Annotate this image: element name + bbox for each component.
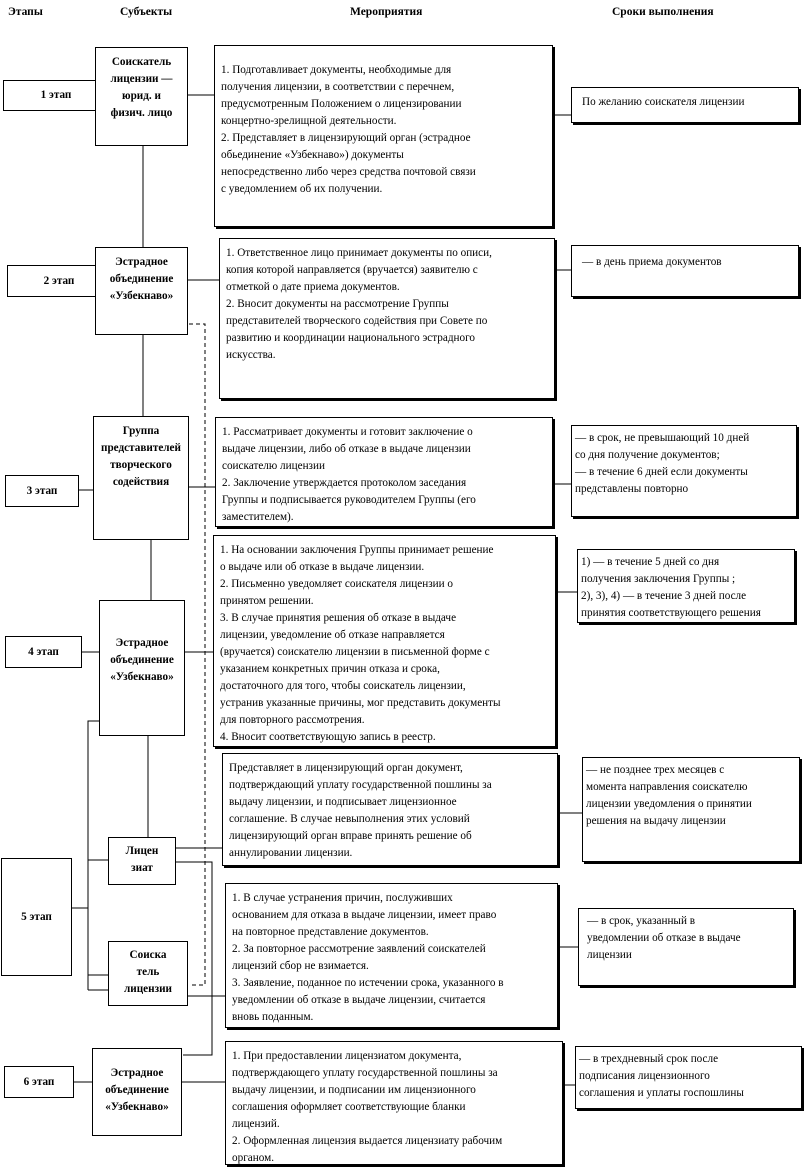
term-applicant-retry: — в срок, указанный в уведомлении об отказе в выдаче лицензии xyxy=(578,908,794,986)
header-subjects: Субъекты xyxy=(120,6,173,18)
term-stage-4: 1) — в течение 5 дней со дня получения заключения Группы ; 2), 3), 4) — в течение 3 дней после принятия соответствующего решения xyxy=(577,549,795,623)
term-stage-3: — в срок, не превышающий 10 дней со дня получение документов; — в течение 6 дней если документы представлены повторно xyxy=(571,425,797,517)
action-stage-1: 1. Подготавливает документы, необходимые для получения лицензии, в соответствии с перечнем, предусмотренным Положением о лицензировании концертно-зрелищной деятельности. 2. Представляет в лицензирующий орган (эстрадное обьединение «Узбекнаво») документы непосредственно либо через средства почтовой связи с уведомлением об их получении. xyxy=(214,45,553,227)
action-applicant-retry: 1. В случае устранения причин, послуживших основанием для отказа в выдаче лицензии, имеет право на повторное представление документов. 2. За повторное рассмотрение заявлений соискателей лицензий сбор не взимается. 3. Заявление, поданное по истечении срока, указанного в уведомлении об отказе в выдаче лицензии, считается вновь поданным. xyxy=(225,883,558,1028)
subject-uzbeknavo-4: Эстрадное объединение «Узбекнаво» xyxy=(99,600,185,736)
subject-uzbeknavo-6: Эстрадное объединение «Узбекнаво» xyxy=(92,1048,182,1136)
action-stage-4: 1. На основании заключения Группы принимает решение о выдаче или об отказе в выдаче лицензии. 2. Письменно уведомляет соискателя лицензии о принятом решении. 3. В случае принятия решения об отказе в выдаче лицензии, уведомление об отказе направляется (вручается) соискателю лицензии в письменной форме с указанием конкретных причин отказа и срока, достаточного для того, чтобы соискатель лицензии, устранив указанные причины, мог представить документы для повторного рассмотрения. 4. Вносит соответствующую запись в реестр. xyxy=(213,535,556,747)
stage-5: 5 этап xyxy=(1,858,72,976)
term-stage-2: — в день приема документов xyxy=(571,245,799,297)
action-stage-3: 1. Рассматривает документы и готовит заключение о выдаче лицензии, либо об отказе в выдаче лицензии соискателю лицензии 2. Заключение утверждается протоколом заседания Группы и подписывается руководителем Группы (его заместителем). xyxy=(215,417,553,527)
action-stage-6: 1. При предоставлении лицензиатом документа, подтверждающего уплату государственной пошлины за выдачу лицензии, и подписании им лицензионного соглашения оформляет соответствующие бланки лицензий. 2. Оформленная лицензия выдается лицензиату рабочим органом. xyxy=(225,1041,563,1165)
stage-3: 3 этап xyxy=(5,475,79,507)
header-terms: Сроки выполнения xyxy=(612,6,714,18)
subject-applicant: Соискатель лицензии — юрид. и физич. лицо xyxy=(95,47,188,146)
stage-4: 4 этап xyxy=(5,636,82,668)
subject-applicant-5: Соиска тель лицензии xyxy=(108,941,188,1006)
dashed-connector xyxy=(189,324,205,985)
subject-uzbeknavo-2: Эстрадное объединение «Узбекнаво» xyxy=(95,247,188,335)
stage-6: 6 этап xyxy=(4,1066,74,1098)
subject-group: Группа представителей творческого содействия xyxy=(93,416,189,540)
action-licensee: Представляет в лицензирующий орган документ, подтверждающий уплату государственной пошлины за выдачу лицензии, и подписывает лицензионное соглашение. В случае невыполнения этих условий лицензирующий орган вправе принять решение об аннулировании лицензии. xyxy=(222,753,558,866)
action-stage-2: 1. Ответственное лицо принимает документы по описи, копия которой направляется (вручается) заявителю с отметкой о дате приема документов. 2. Вносит документы на рассмотрение Группы представителей творческого содействия при Совете по развитию и координации национального эстрадного искусства. xyxy=(219,238,555,399)
header-actions: Мероприятия xyxy=(350,6,423,18)
term-stage-1: По желанию соискателя лицензии xyxy=(571,87,799,123)
connector xyxy=(72,721,108,990)
term-licensee: — не позднее трех месяцев с момента направления соискателю лицензии уведомления о принятии решения на выдачу лицензии xyxy=(582,757,800,862)
subject-licensee: Лицен зиат xyxy=(108,837,176,885)
stage-2: 2 этап xyxy=(7,265,111,297)
stage-1: 1 этап xyxy=(3,80,109,111)
term-stage-6: — в трехдневный срок после подписания лицензионного соглашения и уплаты госпошлины xyxy=(575,1046,802,1109)
header-stages: Этапы xyxy=(8,6,43,18)
